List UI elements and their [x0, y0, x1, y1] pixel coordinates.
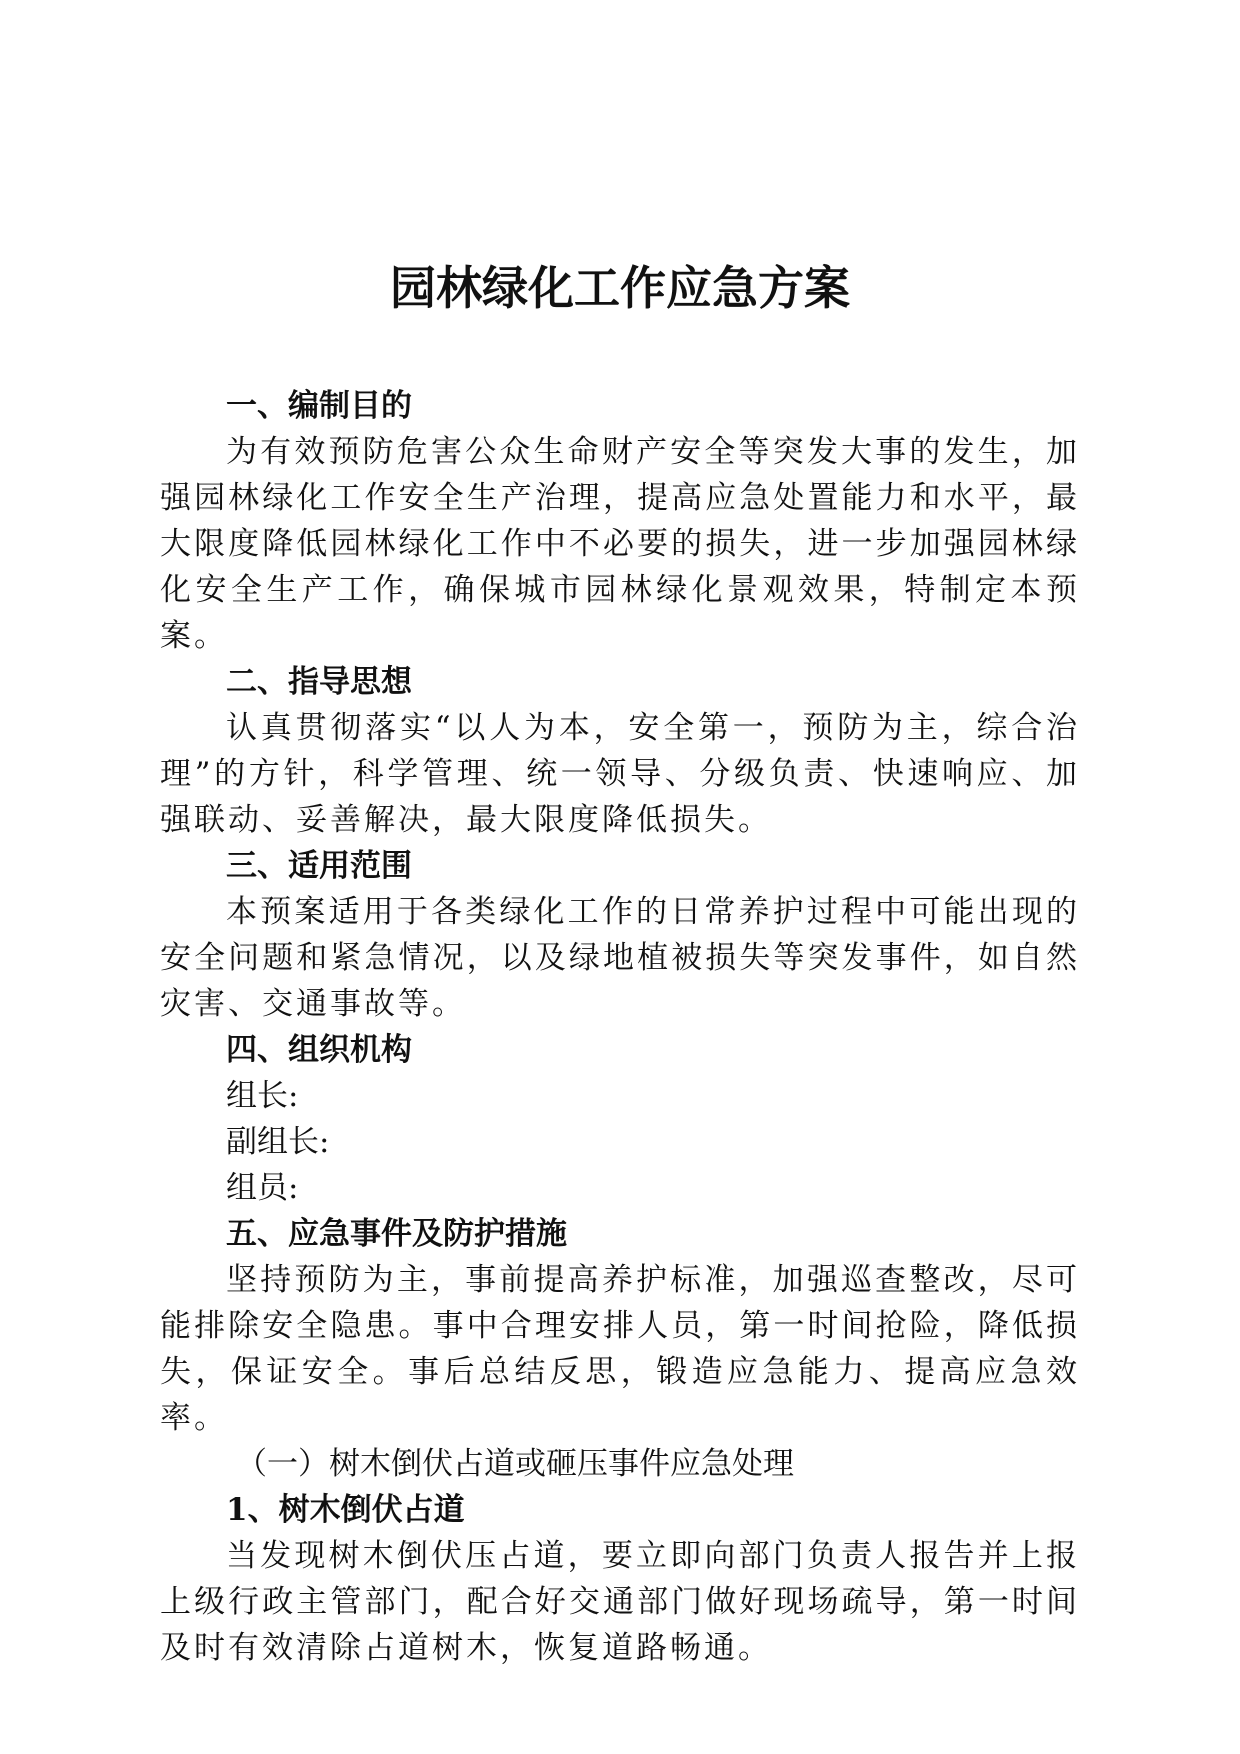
- section-body-purpose: 为有效预防危害公众生命财产安全等突发大事的发生，加强园林绿化工作安全生产治理，提高应急处置能力和水平，最大限度降低园林绿化工作中不必要的损失，进一步加强园林绿化安全生产工作，确保城市园林绿化景观效果，特制定本预案。: [160, 434, 1080, 654]
- section-body-scope: 本预案适用于各类绿化工作的日常养护过程中可能出现的安全问题和紧急情况，以及绿地植被损失等突发事件，如自然灾害、交通事故等。: [160, 894, 1080, 1022]
- section-heading-organization: 四、组织机构: [226, 1032, 412, 1068]
- org-deputy-leader-line: 副组长:: [226, 1124, 330, 1160]
- document-title: 园林绿化工作应急方案: [390, 261, 850, 315]
- subsection-body-fallen-tree-blocking-road: 当发现树木倒伏压占道，要立即向部门负责人报告并上报上级行政主管部门，配合好交通部门做好现场疏导，第一时间及时有效清除占道树木，恢复道路畅通。: [160, 1538, 1080, 1666]
- section-body-emergency-measures: 坚持预防为主，事前提高养护标准，加强巡查整改，尽可能排除安全隐患。事中合理安排人员，第一时间抢险，降低损失，保证安全。事后总结反思，锻造应急能力、提高应急效率。: [160, 1262, 1080, 1436]
- subsection-heading-fallen-trees: （一）树木倒伏占道或砸压事件应急处理: [236, 1446, 794, 1482]
- org-members-line: 组员:: [226, 1170, 299, 1206]
- subsection-heading-fallen-tree-blocking-road: 1、树木倒伏占道: [226, 1492, 465, 1528]
- section-body-guiding-ideology: 认真贯彻落实“以人为本，安全第一，预防为主，综合治理”的方针，科学管理、统一领导、分级负责、快速响应、加强联动、妥善解决，最大限度降低损失。: [160, 710, 1080, 838]
- org-leader-line: 组长:: [226, 1078, 299, 1114]
- section-heading-guiding-ideology: 二、指导思想: [226, 664, 412, 700]
- document-body: [160, 383, 1080, 1671]
- section-heading-scope: 三、适用范围: [226, 848, 412, 884]
- section-heading-purpose: 一、编制目的: [226, 388, 412, 424]
- section-heading-emergency-measures: 五、应急事件及防护措施: [226, 1216, 567, 1252]
